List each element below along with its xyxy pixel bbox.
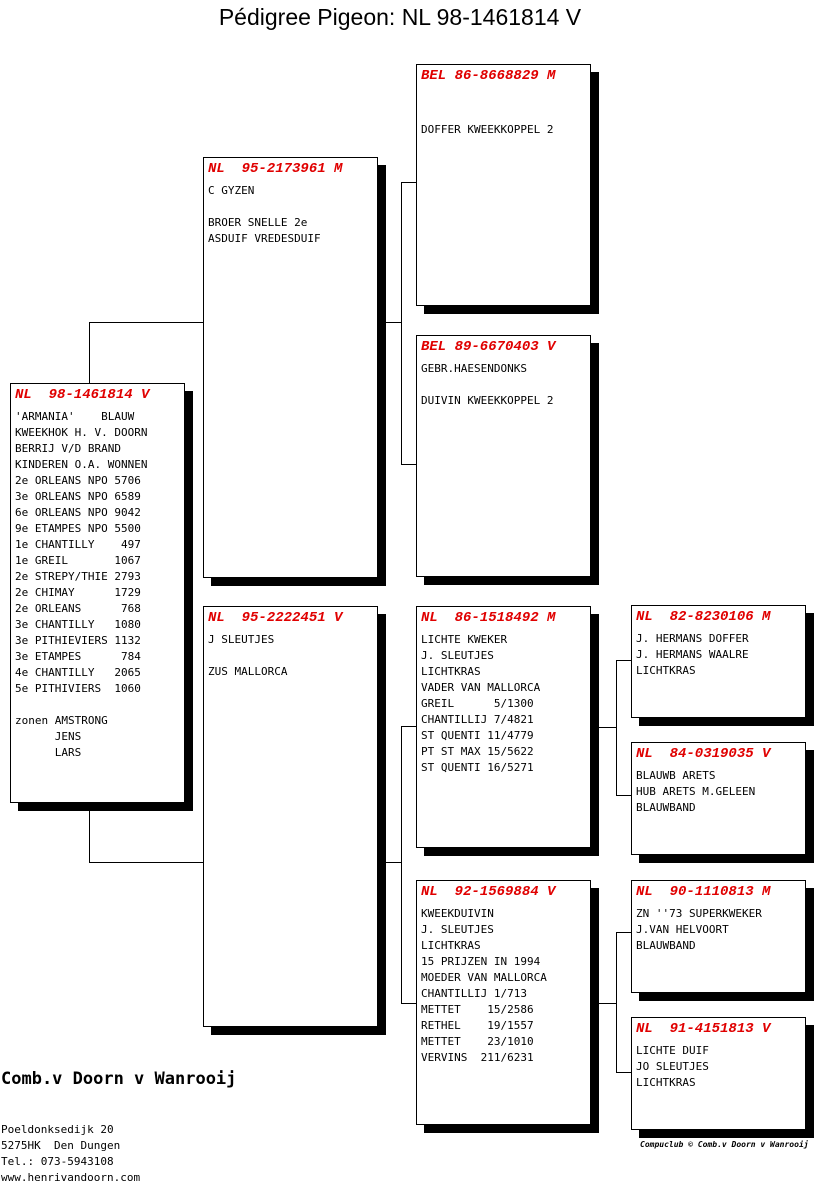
pigeon-details: LICHTE KWEKER J. SLEUTJES LICHTKRAS VADER VAN MALLORCA GREIL 5/1300 CHANTILLIJ 7/4821 ST QUENTI 11/4779 PT ST MAX 15/5622 ST QUENTI 16/5271 — [421, 633, 541, 774]
ring-number: NL 91-4151813 V — [636, 1021, 771, 1037]
pigeon-details: 'ARMANIA' BLAUW KWEEKHOK H. V. DOORN BERRIJ V/D BRAND KINDEREN O.A. WONNEN 2e ORLEANS NPO 5706 3e ORLEANS NPO 6589 6e ORLEANS NPO 9042 9e ETAMPES NPO 5500 1e CHANTILLY 497 1e GREIL 1067 2e STREPY/THIE 2793 2e CHIMAY 1729 2e ORLEANS 768 3e CHANTILLY 1080 3e PITHIEVIERS 1132 3e ETAMPES 784 4e CHANTILLY 2065 5e PITHIVIERS 1060 zonen AMSTRONG JENS LARS — [15, 410, 148, 759]
pigeon-details: LICHTE DUIF JO SLEUTJES LICHTKRAS — [636, 1044, 709, 1089]
connector-line — [89, 322, 90, 384]
ring-number: NL 84-0319035 V — [636, 746, 771, 762]
mother-card — [203, 606, 378, 1027]
pigeon-details: BLAUWB ARETS HUB ARETS M.GELEEN BLAUWBAND — [636, 769, 756, 814]
connector-line — [616, 795, 632, 796]
pigeon-details: ZN ''73 SUPERKWEKER J.VAN HELVOORT BLAUWBAND — [636, 907, 762, 952]
paternal-grandmother-card — [416, 335, 591, 577]
connector-line — [401, 182, 402, 464]
connector-line — [616, 932, 617, 1073]
connector-line — [89, 862, 204, 863]
ring-number: BEL 86-8668829 M — [421, 68, 556, 84]
owner-name: Comb.v Doorn v Wanrooij — [1, 1069, 237, 1089]
connector-line — [598, 1003, 616, 1004]
great-grandfather-mf-card — [631, 605, 806, 718]
connector-line — [401, 1003, 417, 1004]
subject-pigeon-card — [10, 383, 185, 803]
pigeon-details: J SLEUTJES ZUS MALLORCA — [208, 633, 288, 678]
paternal-grandfather-card — [416, 64, 591, 306]
ring-number: NL 90-1110813 M — [636, 884, 771, 900]
pigeon-details: KWEEKDUIVIN J. SLEUTJES LICHTKRAS 15 PRIJZEN IN 1994 MOEDER VAN MALLORCA CHANTILLIJ 1/713 METTET 15/2586 RETHEL 19/1557 METTET 23/1010 VERVINS 211/6231 — [421, 907, 547, 1064]
ring-number: NL 95-2173961 M — [208, 161, 343, 177]
connector-line — [616, 932, 632, 933]
great-grandfather-mm-card — [631, 880, 806, 993]
owner-address: Poeldonksedijk 20 5275HK Den Dungen Tel.: 073-5943108 www.henrivandoorn.com — [1, 1123, 141, 1184]
connector-line — [401, 182, 417, 183]
great-grandmother-mm-card — [631, 1017, 806, 1130]
father-card — [203, 157, 378, 578]
maternal-grandfather-card — [416, 606, 591, 848]
connector-line — [89, 802, 90, 863]
footer-credit: Compuclub © Comb.v Doorn v Wanrooij — [640, 1140, 809, 1149]
connector-line — [616, 660, 617, 796]
ring-number: NL 95-2222451 V — [208, 610, 343, 626]
connector-line — [598, 727, 616, 728]
ring-number: NL 86-1518492 M — [421, 610, 556, 626]
owner-block — [1, 1036, 236, 1202]
pigeon-details: J. HERMANS DOFFER J. HERMANS WAALRE LICHTKRAS — [636, 632, 749, 677]
connector-line — [401, 726, 417, 727]
connector-line — [89, 322, 204, 323]
pigeon-details: GEBR.HAESENDONKS DUIVIN KWEEKKOPPEL 2 — [421, 362, 554, 407]
maternal-grandmother-card — [416, 880, 591, 1125]
ring-number: NL 82-8230106 M — [636, 609, 771, 625]
great-grandmother-mf-card — [631, 742, 806, 855]
ring-number: BEL 89-6670403 V — [421, 339, 556, 355]
ring-number: NL 98-1461814 V — [15, 387, 150, 403]
page-title: Pédigree Pigeon: NL 98-1461814 V — [218, 4, 582, 30]
connector-line — [401, 464, 417, 465]
connector-line — [616, 660, 632, 661]
connector-line — [401, 726, 402, 1004]
connector-line — [384, 862, 401, 863]
ring-number: NL 92-1569884 V — [421, 884, 556, 900]
pigeon-details: DOFFER KWEEKKOPPEL 2 — [421, 123, 554, 136]
connector-line — [384, 322, 401, 323]
pigeon-details: C GYZEN BROER SNELLE 2e ASDUIF VREDESDUIF — [208, 184, 321, 245]
connector-line — [616, 1072, 632, 1073]
